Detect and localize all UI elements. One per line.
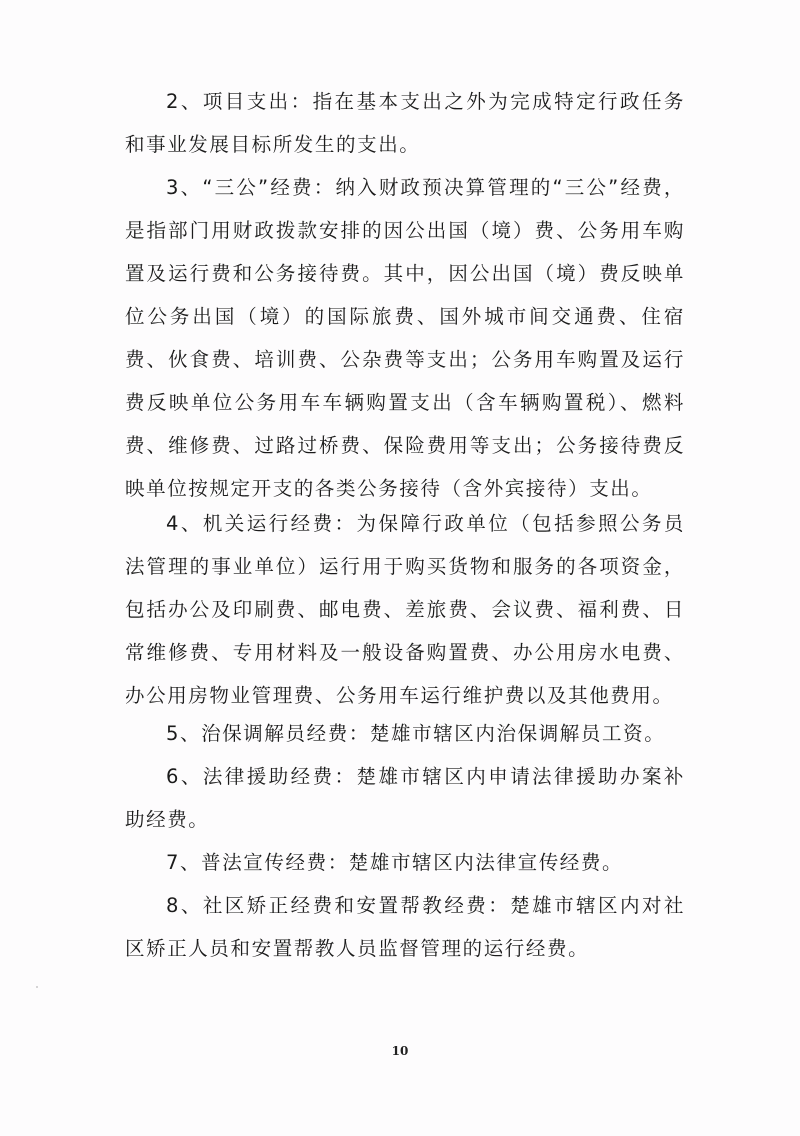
scan-speck: [36, 986, 38, 988]
paragraph-legal-aid-expenses: 6、法律援助经费：楚雄市辖区内申请法律援助办案补助经费。: [125, 765, 685, 831]
paragraph-mediator-expenses: 5、治保调解员经费：楚雄市辖区内治保调解员工资。: [166, 722, 666, 745]
paragraph-three-public-expenses: 3、“三公”经费：纳入财政预决算管理的“三公”经费，是指部门用财政拨款安排的因公出国（境）费、公务用车购置及运行费和公务接待费。其中，因公出国（境）费反映单位公务出国（境）的国际旅费、国外城市间交通费、住宿费、伙食费、培训费、公杂费等支出；公务用车购置及运行费反映单位公务用车车辆购置支出（含车辆购置税）、燃料费、维修费、过路过桥费、保险费用等支出；公务接待费反映单位按规定开支的各类公务接待（含外宾接待）支出。: [125, 176, 685, 500]
paragraph-legal-publicity-expenses: 7、普法宣传经费：楚雄市辖区内法律宣传经费。: [166, 851, 624, 874]
paragraph-agency-operating-expenses: 4、机关运行经费：为保障行政单位（包括参照公务员法管理的事业单位）运行用于购买货物和服务的各项资金，包括办公及印刷费、邮电费、差旅费、会议费、福利费、日常维修费、专用材料及一般设备购置费、办公用房水电费、办公用房物业管理费、公务用车运行维护费以及其他费用。: [125, 512, 685, 707]
paragraph-project-expenditure: 2、项目支出：指在基本支出之外为完成特定行政任务和事业发展目标所发生的支出。: [125, 90, 685, 156]
page-number: 10: [391, 1044, 409, 1058]
paragraph-community-correction-expenses: 8、社区矫正经费和安置帮教经费：楚雄市辖区内对社区矫正人员和安置帮教人员监督管理的运行经费。: [125, 894, 685, 960]
